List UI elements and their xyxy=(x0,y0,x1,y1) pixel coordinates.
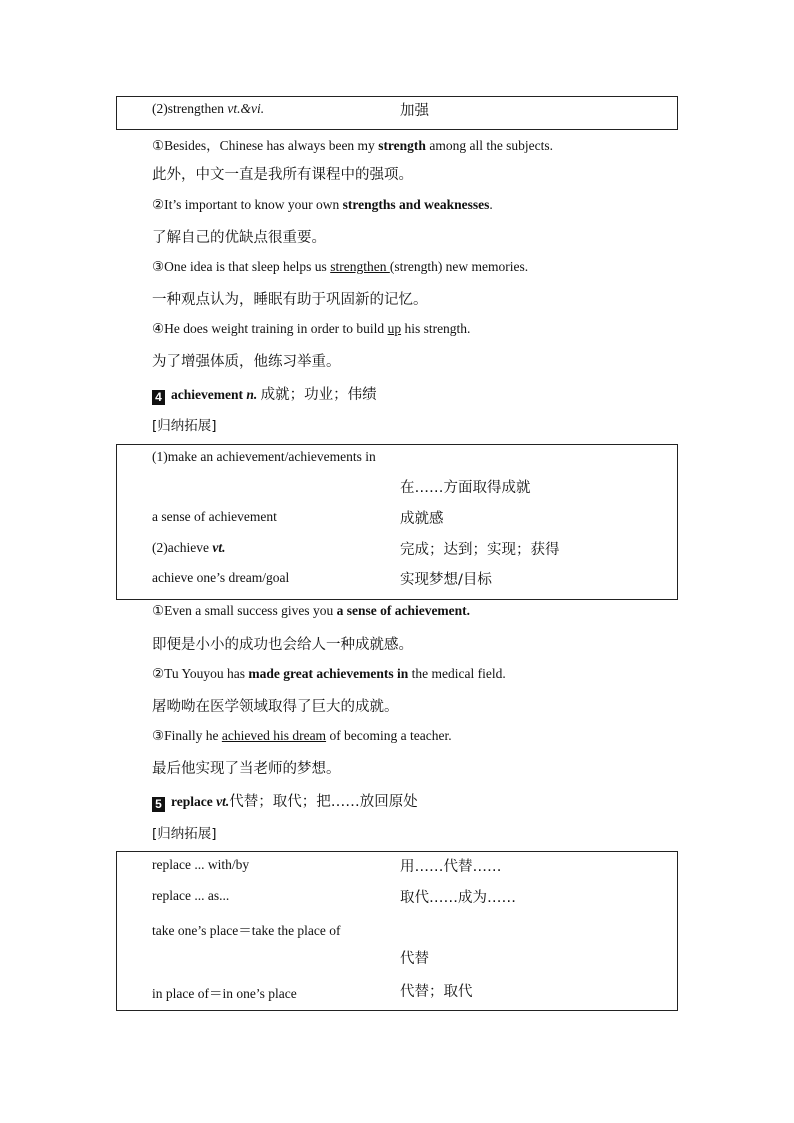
box-row-zh: 代替 xyxy=(400,951,429,967)
section-number-badge: 5 xyxy=(152,797,165,812)
box-row-en: replace ... as... xyxy=(152,888,230,903)
example-en: ①Besides，Chinese has always been my strength among all the subjects. xyxy=(152,138,554,153)
example-zh: 了解自己的优缺点很重要。 xyxy=(152,230,326,246)
box-row-zh: 代替；取代 xyxy=(400,984,473,1000)
box-row-zh: 在……方面取得成就 xyxy=(400,480,531,496)
box-row-en: (2)achieve vt. xyxy=(152,540,226,555)
example-zh: 即便是小小的成功也会给人一种成就感。 xyxy=(152,637,413,653)
example-en: ③One idea is that sleep helps us strengthen (strength) new memories. xyxy=(152,259,529,274)
example-zh: 此外，中文一直是我所有课程中的强项。 xyxy=(152,167,413,183)
box-row-en: take one’s place＝take the place of xyxy=(152,923,341,938)
box-row-en: a sense of achievement xyxy=(152,509,277,524)
box-row-zh: 取代……成为…… xyxy=(400,890,516,906)
strengthen-term: (2)strengthen vt.&vi. xyxy=(152,101,265,116)
box-row-en: (1)make an achievement/achievements in xyxy=(152,449,376,464)
example-zh: 屠呦呦在医学领域取得了巨大的成就。 xyxy=(152,699,399,715)
box-row-en: in place of＝in one’s place xyxy=(152,986,297,1001)
box-row-zh: 完成；达到；实现；获得 xyxy=(400,542,560,558)
section-number-badge: 4 xyxy=(152,390,165,405)
example-en: ②It’s important to know your own strengths and weaknesses. xyxy=(152,197,493,212)
strengthen-meaning: 加强 xyxy=(400,103,429,119)
section-4-heading: 4 achievement n. 成就；功业；伟绩 xyxy=(152,383,377,405)
example-en: ④He does weight training in order to build up his strength. xyxy=(152,321,471,336)
box-row-zh: 成就感 xyxy=(400,511,444,527)
box-row-zh: 用……代替…… xyxy=(400,859,502,875)
expand-label: [归纳拓展] xyxy=(152,418,217,434)
box-row-en: replace ... with/by xyxy=(152,857,250,872)
example-zh: 为了增强体质，他练习举重。 xyxy=(152,354,341,370)
example-en: ①Even a small success gives you a sense of achievement. xyxy=(152,603,471,618)
example-en: ③Finally he achieved his dream of becoming a teacher. xyxy=(152,728,452,743)
section-5-heading: 5 replace vt.代替；取代；把……放回原处 xyxy=(152,790,418,812)
example-en: ②Tu Youyou has made great achievements in the medical field. xyxy=(152,666,506,681)
box-row-zh: 实现梦想/目标 xyxy=(400,572,492,588)
expand-label: [归纳拓展] xyxy=(152,826,217,842)
example-zh: 最后他实现了当老师的梦想。 xyxy=(152,761,341,777)
example-zh: 一种观点认为，睡眠有助于巩固新的记忆。 xyxy=(152,292,428,308)
box-row-en: achieve one’s dream/goal xyxy=(152,570,290,585)
